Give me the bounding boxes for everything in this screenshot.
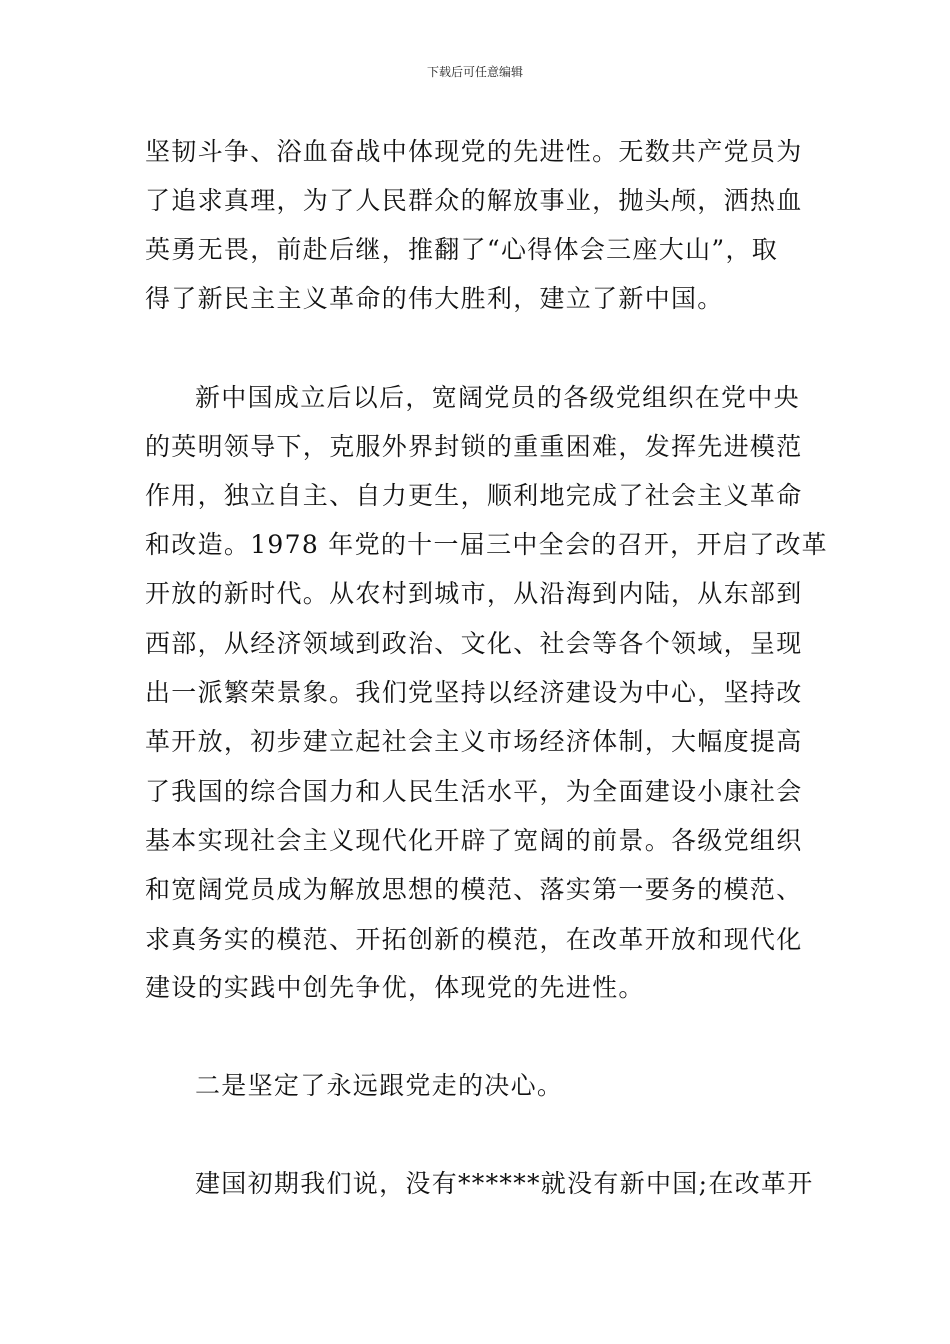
paragraph-4-line-1: 建国初期我们说，没有******就没有新中国;在改革开	[195, 1169, 814, 1198]
paragraph-2-line-10: 基本实现社会主义现代化开辟了宽阔的前景。各级党组织	[145, 826, 803, 855]
paragraph-2-line-2: 的英明领导下，克服外界封锁的重重困难，发挥先进模范	[145, 432, 803, 461]
paragraph-1-line-4: 得了新民主主义革命的伟大胜利，建立了新中国。	[145, 284, 724, 313]
paragraph-2-line-5: 开放的新时代。从农村到城市，从沿海到内陆，从东部到	[145, 579, 803, 608]
paragraph-2-line-7: 出一派繁荣景象。我们党坚持以经济建设为中心，坚持改	[145, 678, 803, 707]
paragraph-2-line-11: 和宽阔党员成为解放思想的模范、落实第一要务的模范、	[145, 875, 803, 904]
paragraph-3-line-1: 二是坚定了永远跟党走的决心。	[195, 1071, 564, 1100]
page-header: 下载后可任意编辑	[426, 65, 523, 79]
paragraph-2-line-3: 作用，独立自主、自力更生，顺利地完成了社会主义革命	[145, 481, 803, 510]
paragraph-2-line-4: 和改造。1978 年党的十一届三中全会的召开，开启了改革	[145, 530, 828, 559]
paragraph-2-line-12: 求真务实的模范、开拓创新的模范，在改革开放和现代化	[145, 925, 803, 954]
paragraph-1-line-2: 了追求真理，为了人民群众的解放事业，抛头颅，洒热血	[145, 186, 803, 215]
paragraph-1-line-1: 坚韧斗争、浴血奋战中体现党的先进性。无数共产党员为	[145, 137, 803, 166]
paragraph-1-line-3: 英勇无畏，前赴后继，推翻了“心得体会三座大山”，取	[145, 235, 779, 264]
paragraph-2-line-1: 新中国成立后以后，宽阔党员的各级党组织在党中央	[195, 383, 800, 412]
paragraph-2-line-8: 革开放，初步建立起社会主义市场经济体制，大幅度提高	[145, 727, 803, 756]
paragraph-2-line-13: 建设的实践中创先争优，体现党的先进性。	[145, 973, 645, 1002]
paragraph-2-line-9: 了我国的综合国力和人民生活水平，为全面建设小康社会	[145, 777, 803, 806]
paragraph-2-line-6: 西部，从经济领域到政治、文化、社会等各个领域，呈现	[145, 629, 803, 658]
